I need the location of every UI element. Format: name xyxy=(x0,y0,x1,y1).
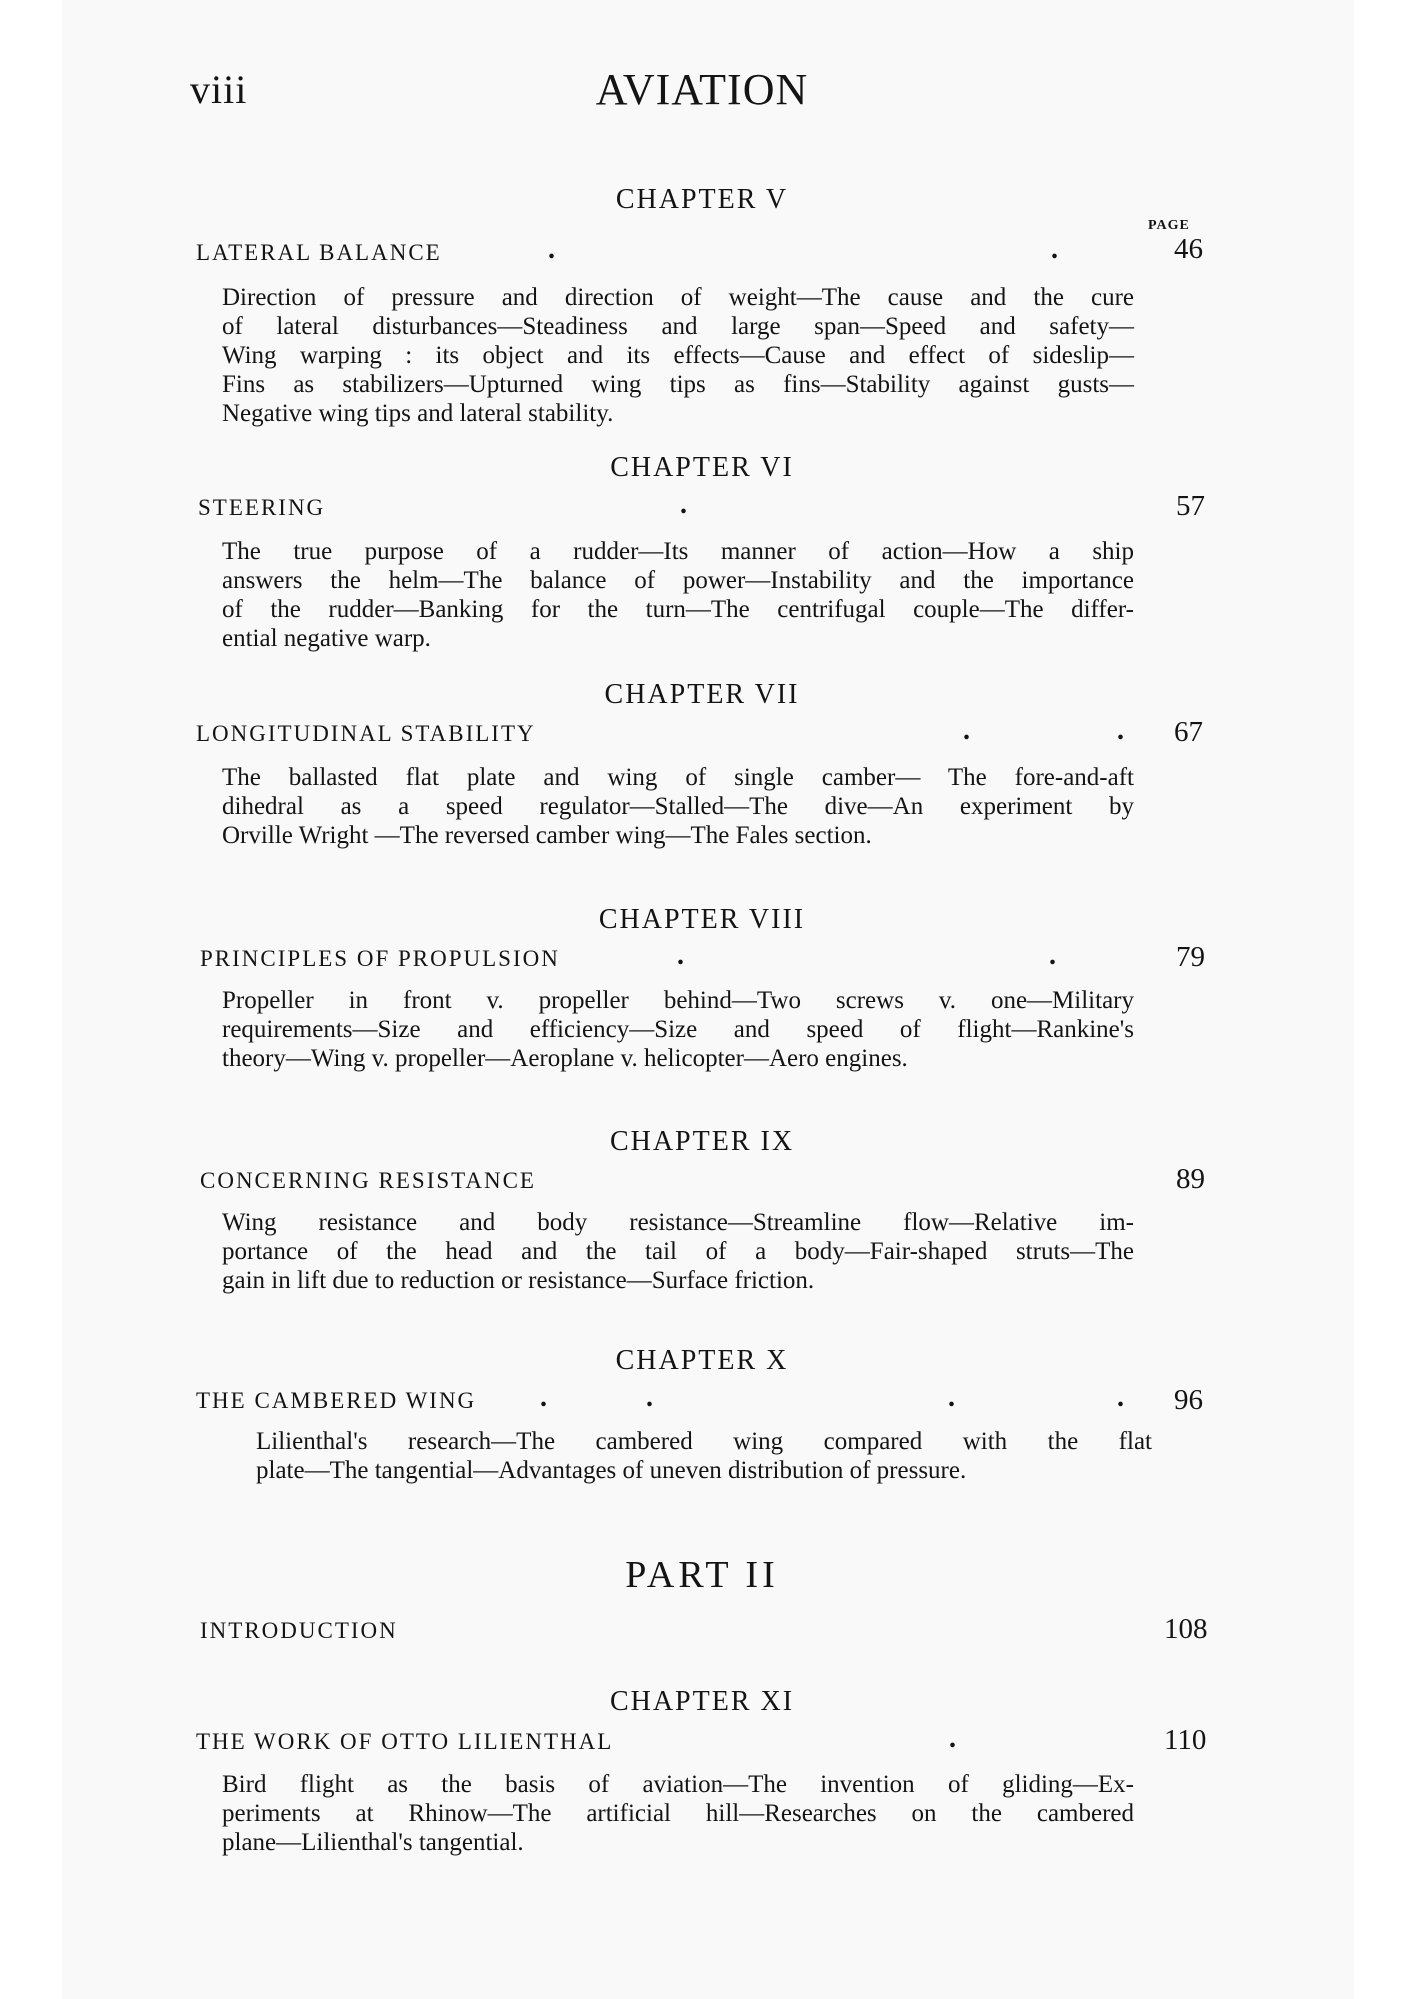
summary-line: answers the helm—The balance of power—Instability and the importance xyxy=(222,567,1134,594)
leader-dot: . xyxy=(949,1723,956,1754)
leader-dot: . xyxy=(680,489,687,520)
summary-line: of the rudder—Banking for the turn—The centrifugal couple—The differ- xyxy=(222,596,1134,623)
leader-dot: . xyxy=(963,715,970,746)
introduction-title: INTRODUCTION xyxy=(200,1618,398,1643)
summary-line: ential negative warp. xyxy=(222,625,431,652)
chapter-title: STEERING xyxy=(198,495,326,520)
chapter-summary xyxy=(222,537,1134,653)
summary-line: Wing resistance and body resistance—Streamline flow—Relative im- xyxy=(222,1209,1134,1236)
summary-line: dihedral as a speed regulator—Stalled—The dive—An experiment by xyxy=(222,793,1134,820)
summary-line: requirements—Size and efficiency—Size and speed of flight—Rankine's xyxy=(222,1016,1134,1043)
leader-dot: . xyxy=(1049,940,1056,971)
running-title: AVIATION xyxy=(595,65,809,114)
leader-dot: . xyxy=(1117,1382,1124,1413)
summary-line: Wing warping : its object and its effects—Cause and effect of sideslip— xyxy=(222,342,1134,369)
leader-dot: . xyxy=(548,234,555,265)
summary-line: Propeller in front v. propeller behind—Two screws v. one—Military xyxy=(222,987,1134,1014)
chapter-summary xyxy=(222,283,1134,428)
chapter-heading: CHAPTER V xyxy=(615,184,789,215)
page-number: 79 xyxy=(1176,941,1205,973)
summary-line: plane—Lilienthal's tangential. xyxy=(222,1829,524,1856)
page-number: 89 xyxy=(1176,1163,1205,1195)
part-heading: PART II xyxy=(625,1554,779,1596)
summary-line: Orville Wright —The reversed camber wing—The Fales section. xyxy=(222,822,872,849)
chapter-heading: CHAPTER VII xyxy=(604,679,800,710)
summary-line: Fins as stabilizers—Upturned wing tips as fins—Stability against gusts— xyxy=(222,371,1134,398)
chapter-heading: CHAPTER IX xyxy=(609,1126,795,1157)
summary-line: Direction of pressure and direction of weight—The cause and the cure xyxy=(222,284,1134,311)
summary-line: theory—Wing v. propeller—Aeroplane v. helicopter—Aero engines. xyxy=(222,1045,908,1072)
summary-line: periments at Rhinow—The artificial hill—Researches on the cambered xyxy=(222,1800,1134,1827)
summary-line: gain in lift due to reduction or resistance—Surface friction. xyxy=(222,1267,815,1294)
page-number: 110 xyxy=(1164,1724,1207,1756)
summary-line: portance of the head and the tail of a body—Fair-shaped struts—The xyxy=(222,1238,1134,1265)
chapter-heading: CHAPTER XI xyxy=(609,1686,795,1717)
chapter-summary xyxy=(222,1770,1134,1857)
page-number: 96 xyxy=(1174,1384,1203,1416)
page-folio: viii xyxy=(190,67,248,112)
leader-dot: . xyxy=(677,940,684,971)
leader-dot: . xyxy=(1117,715,1124,746)
page-number: 46 xyxy=(1174,233,1203,265)
summary-line: The true purpose of a rudder—Its manner of action—How a ship xyxy=(222,538,1134,565)
chapter-title: THE WORK OF OTTO LILIENTHAL xyxy=(196,1729,614,1754)
page-column-label: PAGE xyxy=(1148,218,1190,233)
summary-line: Lilienthal's research—The cambered wing compared with the flat xyxy=(256,1428,1152,1455)
chapter-heading: CHAPTER VIII xyxy=(598,904,806,935)
page-number: 108 xyxy=(1164,1613,1208,1645)
chapter-title: THE CAMBERED WING xyxy=(196,1388,477,1413)
summary-line: of lateral disturbances—Steadiness and large span—Speed and safety— xyxy=(222,313,1134,340)
chapter-summary xyxy=(222,763,1134,850)
chapter-summary xyxy=(222,986,1134,1073)
chapter-title: LONGITUDINAL STABILITY xyxy=(196,721,536,746)
chapter-summary xyxy=(256,1427,1152,1485)
page-number: 67 xyxy=(1174,716,1203,748)
summary-line: Negative wing tips and lateral stability. xyxy=(222,400,614,427)
chapter-title: LATERAL BALANCE xyxy=(196,240,442,265)
leader-dot: . xyxy=(948,1382,955,1413)
summary-line: The ballasted flat plate and wing of single camber— The fore-and-aft xyxy=(222,764,1134,791)
chapter-title: PRINCIPLES OF PROPULSION xyxy=(200,946,560,971)
page-number: 57 xyxy=(1176,490,1205,522)
summary-line: plate—The tangential—Advantages of uneven distribution of pressure. xyxy=(256,1457,967,1484)
chapter-heading: CHAPTER X xyxy=(615,1345,789,1376)
chapter-title: CONCERNING RESISTANCE xyxy=(200,1168,536,1193)
summary-line: Bird flight as the basis of aviation—The invention of gliding—Ex- xyxy=(222,1771,1134,1798)
leader-dot: . xyxy=(1051,234,1058,265)
leader-dot: . xyxy=(646,1382,653,1413)
chapter-heading: CHAPTER VI xyxy=(610,452,794,483)
chapter-summary xyxy=(222,1208,1134,1295)
leader-dot: . xyxy=(540,1382,547,1413)
